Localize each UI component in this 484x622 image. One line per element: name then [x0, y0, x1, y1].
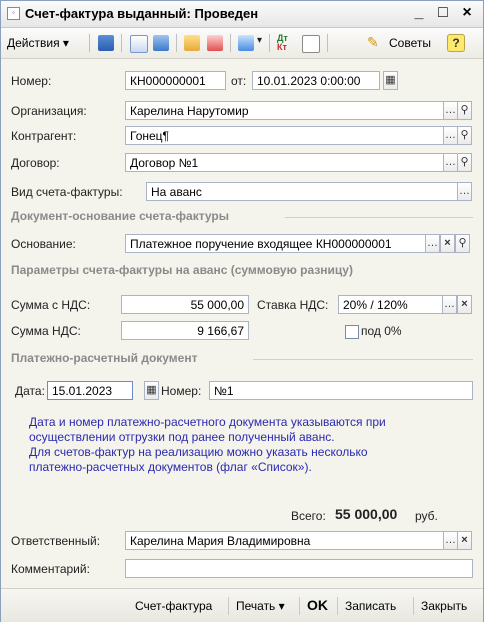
title-bar — [1, 1, 483, 28]
maximize-button[interactable]: □ — [438, 4, 448, 21]
payment-info-text — [29, 415, 386, 475]
basis-section-title: Документ-основание счета-фактуры — [11, 209, 230, 223]
organization-label: Организация: — [11, 104, 87, 118]
vat-amount-label: Сумма НДС: — [11, 324, 81, 338]
create-based-on-dropdown-icon[interactable]: ▾ — [257, 35, 263, 46]
folder-icon[interactable] — [184, 35, 200, 51]
advice-button[interactable]: Советы — [389, 36, 431, 50]
advice-icon[interactable]: ✎ — [367, 34, 379, 50]
invoice-type-field[interactable]: На аванс — [146, 182, 458, 201]
clear-icon[interactable]: × — [440, 234, 455, 253]
clear-icon[interactable]: × — [457, 295, 472, 314]
delete-mark-icon[interactable] — [207, 35, 223, 51]
number-label: Номер: — [11, 74, 52, 88]
open-search-icon[interactable]: ⚲ — [457, 101, 472, 120]
total-value: 55 000,00 — [335, 506, 398, 522]
bottom-separator — [228, 597, 229, 615]
open-search-icon[interactable]: ⚲ — [457, 126, 472, 145]
zero-rate-label: под 0% — [361, 324, 402, 338]
toolbar — [1, 28, 483, 59]
post-document-icon[interactable] — [98, 35, 114, 51]
select-ellipsis-icon[interactable]: … — [457, 182, 472, 201]
responsible-field[interactable]: Карелина Мария Владимировна — [125, 531, 444, 550]
toolbar-separator — [327, 34, 328, 52]
info-line: осуществлении отгрузки под ранее полученный аванс. — [29, 430, 335, 444]
amount-with-vat-label: Сумма с НДС: — [11, 298, 91, 312]
bottom-separator — [299, 597, 300, 615]
toolbar-separator — [89, 34, 90, 52]
dt-kt-icon[interactable]: Дт Кт — [277, 33, 288, 52]
counterparty-label: Контрагент: — [11, 129, 77, 143]
select-ellipsis-icon[interactable]: … — [443, 153, 458, 172]
vat-rate-field[interactable]: 20% / 120% — [338, 295, 443, 314]
bottom-bar — [1, 588, 483, 622]
responsible-label: Ответственный: — [11, 534, 101, 548]
basis-document-field[interactable]: Платежное поручение входящее КН000000001 — [125, 234, 426, 253]
toolbar-separator — [176, 34, 177, 52]
window-title: Счет-фактура выданный: Проведен — [25, 6, 259, 21]
bottom-separator — [413, 597, 414, 615]
refresh-icon[interactable] — [153, 35, 169, 51]
create-based-on-icon[interactable] — [238, 35, 254, 51]
info-line: Для счетов-фактур на реализацию можно указать несколько — [29, 445, 368, 459]
open-search-icon[interactable]: ⚲ — [455, 234, 470, 253]
comment-label: Комментарий: — [11, 562, 90, 576]
invoice-type-label: Вид счета-фактуры: — [11, 185, 123, 199]
window-menu-icon[interactable]: ◦ — [7, 7, 20, 20]
print-menu-button[interactable]: Печать ▾ — [236, 599, 285, 613]
close-button[interactable]: Закрыть — [421, 599, 468, 613]
toolbar-separator — [121, 34, 122, 52]
minimize-button[interactable]: _ — [414, 4, 424, 21]
select-ellipsis-icon[interactable]: … — [443, 126, 458, 145]
invoice-print-button[interactable]: Счет-фактура — [135, 599, 213, 613]
info-line: платежно-расчетных документов (флаг «Список»). — [29, 460, 312, 474]
save-button[interactable]: Записать — [345, 599, 397, 613]
vat-rate-label: Ставка НДС: — [257, 298, 329, 312]
contract-label: Договор: — [11, 156, 60, 170]
zero-rate-checkbox[interactable] — [345, 325, 359, 339]
payment-date-label: Дата: — [15, 384, 45, 398]
date-from-label: от: — [231, 74, 247, 88]
actions-menu-button[interactable]: Действия ▾ — [7, 36, 69, 50]
select-ellipsis-icon[interactable]: … — [442, 295, 457, 314]
ok-button[interactable]: OK — [307, 597, 328, 613]
select-ellipsis-icon[interactable]: … — [443, 101, 458, 120]
toolbar-separator — [230, 34, 231, 52]
params-section-title: Параметры счета-фактуры на аванс (суммовую разницу) — [11, 263, 353, 277]
payment-section-title: Платежно-расчетный документ — [11, 351, 198, 365]
help-button[interactable]: ? — [447, 34, 465, 52]
payment-number-field[interactable]: №1 — [209, 381, 473, 400]
vat-amount-field[interactable]: 9 166,67 — [121, 321, 249, 340]
organization-field[interactable]: Карелина Нарутомир — [125, 101, 444, 120]
total-label: Всего: — [291, 509, 326, 523]
calendar-icon[interactable]: ▦ — [383, 71, 398, 90]
structure-icon[interactable] — [302, 35, 320, 53]
copy-document-icon[interactable] — [130, 35, 148, 53]
open-search-icon[interactable]: ⚲ — [457, 153, 472, 172]
info-line: Дата и номер платежно-расчетного документа указываются при — [29, 415, 386, 429]
basis-label: Основание: — [11, 237, 76, 251]
number-field[interactable]: КН000000001 — [125, 71, 226, 90]
bottom-separator — [337, 597, 338, 615]
currency-label: руб. — [415, 509, 438, 523]
payment-date-field[interactable]: 15.01.2023 — [47, 381, 133, 400]
comment-field[interactable] — [125, 559, 473, 578]
counterparty-field[interactable]: Гонец¶ — [125, 126, 444, 145]
select-ellipsis-icon[interactable]: … — [443, 531, 458, 550]
section-divider — [253, 359, 473, 360]
section-divider — [285, 217, 473, 218]
toolbar-separator — [269, 34, 270, 52]
calendar-icon[interactable]: ▦ — [144, 381, 159, 400]
amount-with-vat-field[interactable]: 55 000,00 — [121, 295, 249, 314]
document-date-field[interactable]: 10.01.2023 0:00:00 — [252, 71, 380, 90]
select-ellipsis-icon[interactable]: … — [425, 234, 440, 253]
payment-number-label: Номер: — [161, 384, 202, 398]
clear-icon[interactable]: × — [457, 531, 472, 550]
close-window-button[interactable]: × — [462, 4, 472, 21]
contract-field[interactable]: Договор №1 — [125, 153, 444, 172]
